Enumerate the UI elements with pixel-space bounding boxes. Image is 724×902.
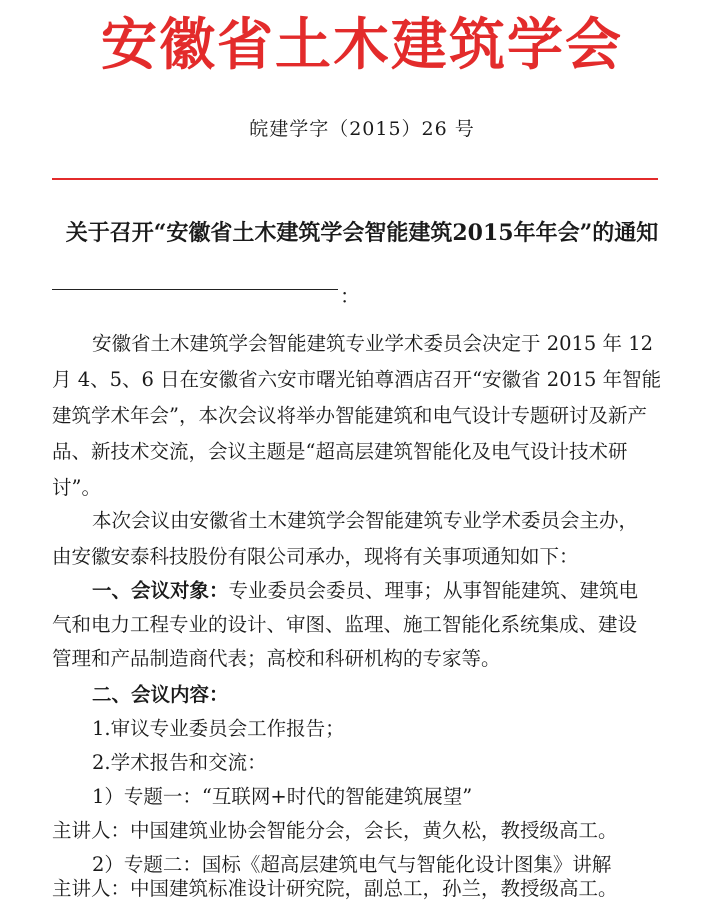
paragraph-1-line: 安徽省土木建筑学会智能建筑专业学术委员会决定于 2015 年 12 bbox=[92, 332, 654, 355]
section-1-text: 专业委员会委员、理事；从事智能建筑、建筑电 bbox=[228, 579, 639, 602]
paragraph-2-line: 本次会议由安徽省土木建筑学会智能建筑专业学术委员会主办， bbox=[92, 509, 639, 532]
paragraph-1-line: 讨”。 bbox=[52, 476, 101, 499]
notice-title: 关于召开“安徽省土木建筑学会智能建筑2015年年会”的通知 bbox=[65, 220, 659, 246]
section-1-line: 气和电力工程专业的设计、审图、监理、施工智能化系统集成、建设 bbox=[52, 613, 638, 636]
section-1-heading: 一、会议对象： bbox=[92, 579, 229, 602]
paragraph-1-line: 品、新技术交流，会议主题是“超高层建筑智能化及电气设计技术研 bbox=[52, 440, 628, 463]
organization-title: 安徽省土木建筑学会 bbox=[101, 13, 623, 78]
paragraph-2-line: 由安徽安泰科技股份有限公司承办，现将有关事项通知如下： bbox=[52, 545, 579, 568]
agenda-item: 2.学术报告和交流： bbox=[92, 751, 267, 774]
topic-line: 1）专题一：“互联网+时代的智能建筑展望” bbox=[92, 785, 473, 808]
paragraph-1-line: 建筑学术年会”，本次会议将举办智能建筑和电气设计专题研讨及新产 bbox=[52, 404, 647, 427]
topic-line: 2）专题二：国标《超高层建筑电气与智能化设计图集》讲解 bbox=[92, 853, 612, 876]
agenda-item: 1.审议专业委员会工作报告； bbox=[92, 717, 345, 740]
paragraph-1-line: 月 4、5、6 日在安徽省六安市曙光铂尊酒店召开“安徽省 2015 年智能 bbox=[52, 368, 662, 391]
section-1-line: 管理和产品制造商代表；高校和科研机构的专家等。 bbox=[52, 647, 501, 670]
speaker-line: 主讲人：中国建筑业协会智能分会，会长，黄久松，教授级高工。 bbox=[52, 819, 618, 842]
addressee-colon: ： bbox=[340, 284, 360, 308]
section-1-line bbox=[52, 573, 682, 609]
red-divider bbox=[52, 178, 658, 180]
speaker-line: 主讲人：中国建筑标准设计研究院，副总工，孙兰，教授级高工。 bbox=[52, 877, 618, 900]
document-number: 皖建学字（2015）26 号 bbox=[249, 118, 475, 140]
addressee-blank-line bbox=[52, 289, 338, 290]
section-2-heading: 二、会议内容： bbox=[92, 683, 229, 706]
